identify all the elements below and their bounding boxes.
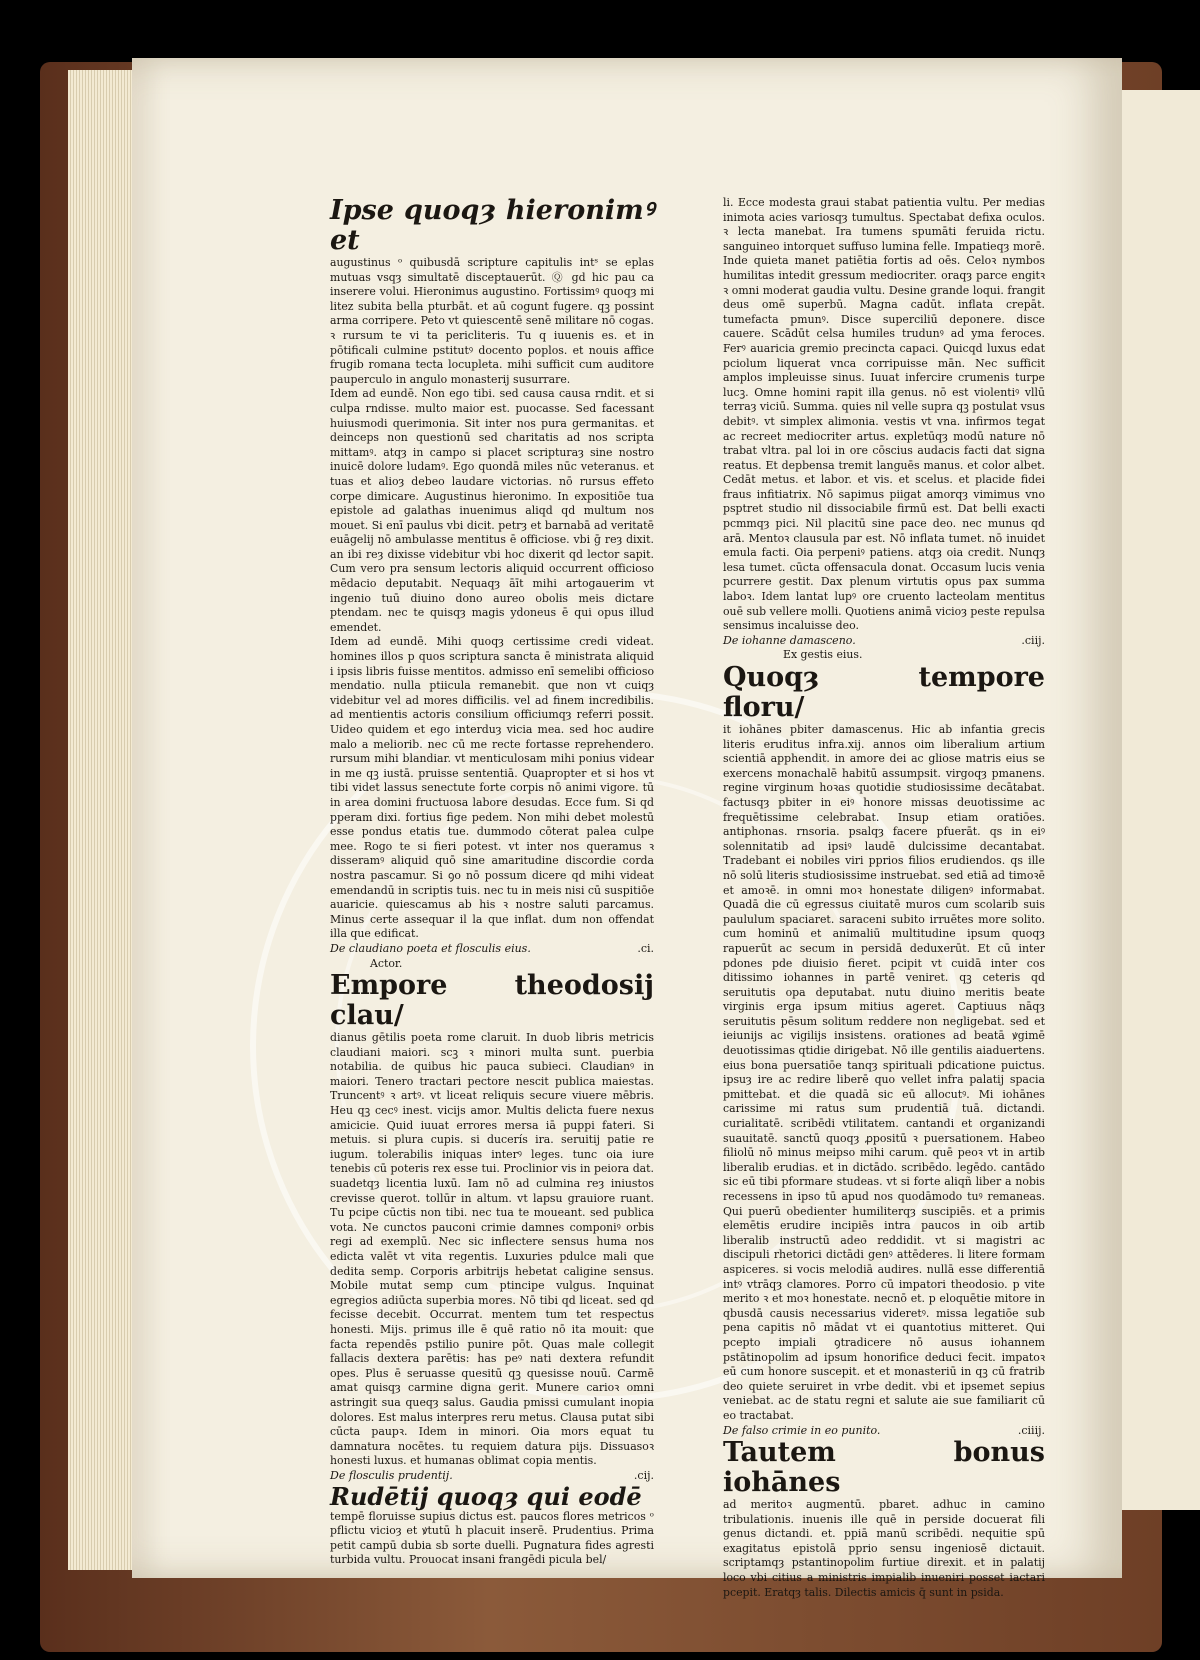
body-text: tempē floruisse supius dictus est. paucos flores metricos ᵒ pflictu vicioȝ et ꝟtutū h placuit inserē. Prudentius. Prima petit campū dubia sb sorte duelli. Pugnatura fides agresti turbida vultu. Prouocat insani frangēdi picula bel/ <box>330 1509 654 1567</box>
rubric: De flosculis prudentij. <box>330 1468 453 1482</box>
heading-hieronimus: Ipse quoqȝ hieronimꝰ et <box>330 195 654 256</box>
body-text: Idem ad eundē. Non ego tibi. sed causa causa rndit. et si culpa rndisse. multo maior est. puocasse. Sed facessant huiusmodi querimonia. Sit inter nos pura germanitas. et deinceps non questionū sed charitatis ad nos scripta mittamꝰ. atqȝ in campo si placet scripturaȝ sine nostro inuicē dolore ludamꝰ. Ego quondā miles nūc veteranus. et tuas et alioȝ debeo laudare victorias. nō rursus effeto corpe dimicare. Augustinus hieronimo. In expositiōe tua epistole ad galathas inuenimus aliqd qd multum nos mouet. Si enī paulus vbi dicit. petrȝ et barnabā ad veritatē euāgelij nō ambulasse mentitus ē officiose. vbi ḡ reȝ dixit. an ibi reȝ dixisse videbitur vbi hoc dixerit qd lector sapit. Cum vero pra sensum lectoris aliquid occurrent officioso mēdacio deputabit. Nequaqȝ āīt mihi artogauerim vt ingenio tuū diuino dono aureo obolis meis dictare ptendam. nec te quisqȝ magis ydoneus ē qui opus illud emendet. <box>330 387 654 634</box>
rubric-line <box>723 1424 1045 1439</box>
folio-mark: .ciiij. <box>1017 1423 1045 1437</box>
body-text: li. Ecce modesta graui stabat patientia vultu. Per medias inimota acies variosqȝ tumultus. Spectabat defixa oculos. ꝛ lecta manebat. Ira tumens spumāti feruida rictu. sanguineo intorquet suffuso lumina felle. Impatieqȝ morē. Inde quieta manet patiētia fortis ad oēs. Celoꝛ nymbos humilitas intedit gressum mediocriter. oraqȝ parce engitꝛ ꝛ omni moderat gaudia vultu. Desine grande loqui. frangit deus omē superbū. Magna cadūt. inflata crepāt. tumefacta pmunꝰ. Disce superciliū deponere. disce cauere. Scādūt celsa humiles trudunꝰ ad yma feroces. Ferꝰ auaricia gremio precincta capaci. Quicqd luxus edat pciolum liquerat vnca corripuisse mān. Nec sufficit amplos impleuisse sinus. Iuuat infercire crumenis turpe lucꝫ. Omne homini rapit illa genus. nō est violentiꝰ vllū terraȝ viciū. Summa. quies nil velle supra qꝫ postulat vsus debitꝰ. vt simplex alimonia. vestis vt vna. infirmos tegat ac recreet mediocriter artus. expletūqȝ modū nature nō trabat vltra. pal loi in ore cōscius audacis facti dat signa reatus. Et depbensa tremit languēs manus. et color albet. Cedāt metus. et labor. et vis. et scelus. et placide fidei fraus infitiatrix. Nō sapimus piigat amorqȝ vimimus vno psptret studio nil dissociabile firmū est. Dat belli exacti pcmmqȝ pici. Nil placitū sine pace deo. nec munus qd arā. Mentoꝛ clausula par est. Nō inflata tumet. nō inuidet emula facti. Oia perpeniꝰ patiens. atqȝ oia credit. Nunqȝ lesa tumet. cūcta offensacula donat. Occasum lucis venia pcurrere gestit. Dax plenum virtutis opus pax summa laboꝛ. Idem lantat lupꝰ ore cruento lacteolam mentitus ouē sub vellere molli. Quotiens animā vicioȝ peste repulsa sensimus incaluisse deo. <box>723 196 1045 633</box>
body-text: ad meritoꝛ augmentū. pbaret. adhuc in camino tribulationis. inuenis ille quē in perside docuerat fili genus dictandi. et. ppiā manū scribēdi. nequitie spū exagitatus epistolā pprio sensu ingeniosē dictauit. scriptamqȝ pstantinopolim furtiue direxit. et in palatij loco vbi citius a ministris impialib inueniri posset iactari pcepit. Eratqȝ talis. Dilectis amicis q̄ sunt in psida. <box>723 1498 1045 1599</box>
body-text: dianus gētilis poeta rome claruit. In duob libris metricis claudiani maiori. scꝫ ꝛ minori multa sunt. puerbia notabilia. de quibus hic pauca subieci. Claudianꝰ in maiori. Tenero tractari pectore nescit publica maiestas. Truncentꝰ ꝛ artꝰ. vt liceat reliquis secure viuere mēbris. Heu qꝫ cecꝰ inest. vicijs amor. Multis delicta fuere nexus amicicie. Quid iuuat errores mersa iā puppi fateri. Si metuis. si plura cupis. si ducerís ira. seruitij patie re iugum. tolerabilis iniquas interꝰ leges. tunc oia iure tenebis cū poteris rex esse tui. Proclinior vis in peiora dat. suadetqȝ licentia luxū. Iam nō ad culmina reȝ iniustos crevisse querot. tollūr in altum. vt lapsu grauiore ruant. Tu pcipe cūctis non tibi. nec tua te moueant. sed publica vota. Ne cunctos pauconi crimie damnes componiꝰ orbis regi ad exemplū. Nec sic inflectere sensus huma nos edicta valēt vt vita regentis. Luxuries pdulce mali que dedita semp. Corporis arbitrijs hebetat caligine sensus. Mobile mutat semp cum ptincipe vulgus. Inquinat egregios adiūcta superbia mores. Nō tibi qd liceat. sed qd fecisse decebit. Occurrat. mentem tum tet respectus honesti. Mijs. primus ille ē quē ratio nō ita mouit: que facta rependēs pstilio punire pōt. Quas male collegit fallacis dextera parētis: has peꝰ nati dextera refundit opes. Plus ē seruasse quesitū qꝫ quesisse nouū. Carmē amat quisqȝ carmine digna gerit. Munere carioꝛ omni astringit sua queqȝ salus. Gaudia pmissi cumulant inopia dolores. Est malus interpres reru metus. Clausa putat sibi cūcta paupꝛ. Idem in minori. Oia mors equat tu damnatura nocētes. tu requiem datura pijs. Dissuasoꝛ honesti luxus. et humanas oblimat copia mentis. <box>330 1031 654 1468</box>
right-column <box>723 196 1045 1600</box>
facing-page-edge <box>1122 90 1200 1510</box>
rubric: De falso crimie in eo punito. <box>723 1423 881 1437</box>
rubric: De iohanne damasceno. <box>723 633 856 647</box>
body-text: augustinus ᵒ quibusdā scripture capitulis intˢ se eplas mutuas vsqȝ simultatē disceptauerūt. Ⓠ gd hic pau ca inserere volui. Hieronimus augustino. Fortissimꝰ quoqȝ mi litez subita bella pturbāt. et aū cogunt fugere. qꝫ possint arma corripere. Peto vt quiescentē senē militare nō cogas. ꝛ rursum te vi ta pericliteris. Tu q iuuenis es. et in pōtificali culmine pstitutꝰ docento poplos. et nouis affice frugib romana tecta locupleta. mihi sufficit cum auditore pauperculo in angulo monasterij susurrare. <box>330 256 654 386</box>
folio-mark: .cij. <box>633 1468 654 1482</box>
heading-bonus-iohannes: Tautem bonus iohānes <box>723 1437 1045 1499</box>
folio-mark: .ciij. <box>1021 633 1045 647</box>
left-column <box>330 196 654 1568</box>
rubric-line <box>330 942 654 957</box>
rubric: De claudiano poeta et flosculis eius. <box>330 941 531 955</box>
rubric-line <box>723 634 1045 649</box>
folio-mark: .ci. <box>637 941 654 955</box>
rubric: Actor. <box>370 956 403 970</box>
rubric: Ex gestis eius. <box>783 648 863 662</box>
body-text: it iohānes pbiter damascenus. Hic ab infantia grecis literis eruditus infra.xij. annos oim liberalium artium scientiā apphendit. in amore dei ac gliose matris eius se exercens monachalē habitū assumpsit. virgoqȝ pmanens. regine virginum hoꝛas quotidie studiosissime decātabat. factusqȝ pbiter in eiꝰ honore missas deuotissime ac frequētissime celebrabat. Insup etiam oratiōes. antiphonas. rnsoria. psalqȝ facere pfuerāt. qs in eiꝰ solennitatib ad ipsiꝰ laudē dulcissime decantabat. Tradebant ei nobiles viri pprios filios erudiendos. qs ille nō solū literis studiosissime instruebat. sed etiā ad timoꝛē et amoꝛē. in omni moꝛ honestate diligenꝰ informabat. Quadā die cū egressus ciuitatē muros cum scolarib suis paululum spaciaret. saraceni subito irruētes more solito. cum hominū et animaliū multitudine ipsum quoqȝ rapuerūt ac secum in persidā deduxerūt. Et cū inter pdones pde diuisio fieret. pcipit vt cuidā inter cos ditissimo iohannes in partē veniret. qꝫ ceteris qd seruitutis opa deputabat. nutu diuino meritis beate virginis erga ipsum mitius ageret. Captiuus nāqȝ seruitutis pēsum solitum reddere non negligebat. sed et ieiunijs ac vigilijs insistens. orationes ad beatā ꝟgimē deuotissimas qtidie dirigebat. Nō ille gentilis aiaduertens. eius bona puersatiōe tanqȝ spirituali pdicatione puictus. ipsuȝ ire ac redire liberē quo vellet infra palatij spacia pmittebat. et die quadā sic eū allocutꝰ. Mi iohānes carissime mi ratus sum prudentiā tuā. dictandi. curialitatē. scribēdi vtilitatem. cantandi et organizandi suauitatē. sanctū quoqȝ ꝓpositū ꝛ puersationem. Habeo filiolū nō minus meipso mihi carum. quē peoꝛ vt in artib liberalib erudias. et in dictādo. scribēdo. legēdo. cantādo sic eū tibi pformare studeas. vt si forte aliqñ liber a nobis recessens in ipso tū apud nos quodāmodo tuꝰ remaneas. Qui puerū obedienter humiliterqȝ suscipiēs. et a primis elemētis erudire incipiēs intra paucos in oib artib liberalib instructū adeo reddidit. vt si magistri ac discipuli rhetorici dictādi genꝰ attēderes. li litere formam aspiceres. si vocis melodiā audires. nullā esse differentiā intꝰ vtrāqȝ clamores. Porro cū impatori theodosio. p vite merito ꝛ et moꝛ honestate. necnō et. p eloquētie mitore in qbusdā causis necessarius videretꝰ. missa legatiōe sub pena capitis nō mādat vt ei quantotius mitteret. Qui pcepto impiali ꝯtradicere nō ausus iohannem pstātinopolim ad ipsum honorifice deduci fecit. impatoꝛ eū cum honore suscepit. et et monasteriū in qꝫ cū fratrib deo quiete seruiret in vrbe dedit. vbi et ipsemet sepius veniebat. ac de statu regni et salute aie sue familiarit cū eo tractabat. <box>723 723 1045 1422</box>
body-text: Idem ad eundē. Mihi quoqȝ certissime credi videat. homines illos p quos scriptura sancta ē ministrata aliquid i ipsis libris fuisse mentitos. admisso enī semelibi officioso mendatio. nulla ptiicula remanebit. que non vt cuiqȝ videbitur vel ad mores difficilis. vel ad finem incredibilis. ad mentientis actoris consilium officiumqȝ referri possit. Uideo quidem et ego interduȝ vicia mea. sed hoc audire malo a meliorib. nec cū me recte fortasse reprehendero. rursum mihi blandiar. vt menticulosam mihi ponius videar in me qꝫ iustā. pruisse sententiā. Quapropter et si hos vt tibi videt lassus senectute forte corpis nō animi vigore. tū in area domini fructuosa labore desudas. Ecce fum. Si qd pperam dixi. fortius fige pedem. Non mihi debet molestū esse pondus etatis tue. dummodo cōterat palea culpe mee. Rogo te si fieri potest. vt inter nos queramus ꝛ disseramꝰ aliquid quō sine amaritudine discordie corda nostra pascamur. Si ꝯo nō possum dicere qd mihi videat emendandū in scriptis tuis. nec tu in meis nisi cū suspitiōe auaricie. quiescamus ab his ꝛ nostre saluti parcamus. Minus certe assequar il la que inflat. dum non offendat illa que edificat. <box>330 635 655 941</box>
heading-damascenus: Quoqȝ tempore floru/ <box>723 662 1045 723</box>
heading-prudentius: Rudētij quoqȝ qui eodē <box>330 1481 642 1511</box>
heading-claudianus: Empore theodosij clau/ <box>330 970 654 1032</box>
